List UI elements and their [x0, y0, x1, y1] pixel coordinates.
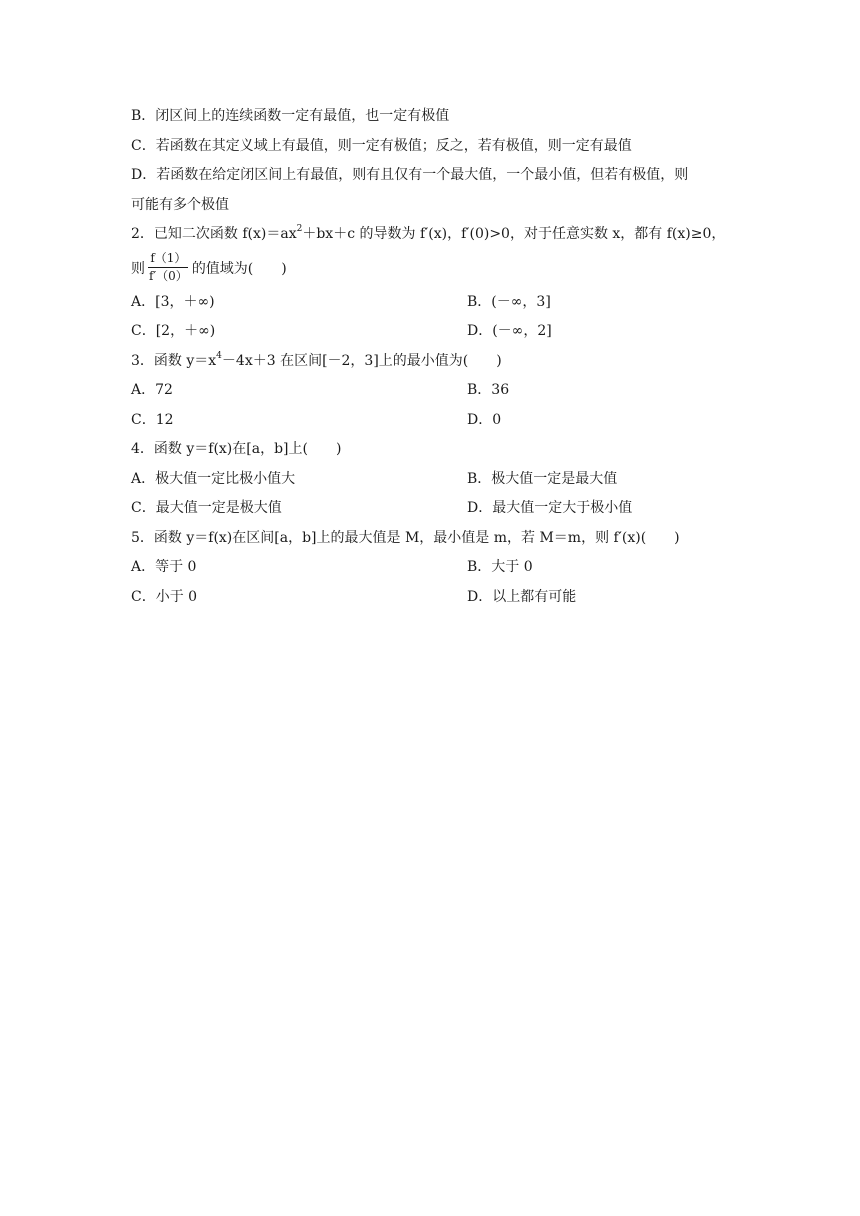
q3-options-row1	[131, 376, 731, 406]
q3-stem-part2: －4x＋3 在区间[－2，3]上的最小值为( )	[221, 352, 502, 369]
q4-option-b: B．极大值一定是最大值	[467, 470, 618, 487]
q2-options-row2	[131, 317, 731, 347]
q4-options-row1	[131, 465, 731, 495]
document-page	[131, 102, 731, 612]
q2-fraction-denominator: f′（0）	[149, 269, 188, 283]
q3-stem	[131, 347, 731, 377]
q2-option-c: C．[2，＋∞)	[131, 323, 216, 339]
q5-option-c: C．小于 0	[131, 588, 198, 605]
q4-options-row2	[131, 494, 731, 524]
q4-option-a: A．极大值一定比极小值大	[131, 470, 296, 487]
q3-option-c: C．12	[131, 411, 174, 428]
q1-option-d-line2: 可能有多个极值	[131, 196, 229, 213]
q2-stem-suffix: 的值域为( )	[191, 260, 287, 277]
q2-stem-line2	[131, 250, 731, 286]
q1-option-b: B．闭区间上的连续函数一定有最值，也一定有极值	[131, 108, 450, 124]
q4-option-d: D．最大值一定大于极小值	[467, 500, 633, 516]
q2-option-a: A．[3，＋∞)	[131, 293, 215, 310]
q2-fraction-numerator: f（1）	[148, 251, 188, 268]
q3-options-row2	[131, 406, 731, 436]
q2-option-b: B．(－∞，3]	[467, 293, 551, 310]
q4-stem: 4．函数 y＝f(x)在[a，b]上( )	[131, 441, 342, 457]
q3-stem-part1: 3．函数 y＝x	[131, 352, 217, 369]
q5-stem: 5．函数 y＝f(x)在区间[a，b]上的最大值是 M，最小值是 m，若 M＝m，则 f′(x)( )	[131, 529, 680, 546]
q3-option-b: B．36	[467, 382, 510, 398]
q2-option-d: D．(－∞，2]	[467, 323, 552, 339]
q5-option-d: D．以上都有可能	[467, 588, 577, 605]
q5-option-a: A．等于 0	[131, 559, 197, 575]
q3-option-d: D．0	[467, 411, 502, 428]
q5-options-row2	[131, 583, 731, 613]
q2-options-row1	[131, 288, 731, 318]
q4-option-c: C．最大值一定是极大值	[131, 500, 282, 516]
q2-stem-superscript: 2	[296, 224, 303, 235]
q2-stem-prefix: 则	[131, 260, 145, 277]
q1-option-c: C．若函数在其定义域上有最值，则一定有极值；反之，若有极值，则一定有最值	[131, 137, 632, 154]
q2-stem-line1	[131, 220, 731, 250]
q1-option-d-line1: D．若函数在给定闭区间上有最值，则有且仅有一个最大值，一个最小值，但若有极值，则	[131, 167, 689, 183]
q5-options-row1	[131, 553, 731, 583]
q2-stem-part1: 2．已知二次函数 f(x)＝ax	[131, 226, 297, 242]
q2-stem-part2: ＋bx＋c 的导数为 f′(x)，f′(0)>0，对于任意实数 x，都有 f(x)≥0，	[302, 226, 726, 242]
q3-stem-superscript: 4	[216, 350, 222, 361]
q5-option-b: B．大于 0	[467, 559, 533, 575]
q3-option-a: A．72	[131, 382, 173, 398]
q2-fraction	[147, 251, 190, 284]
